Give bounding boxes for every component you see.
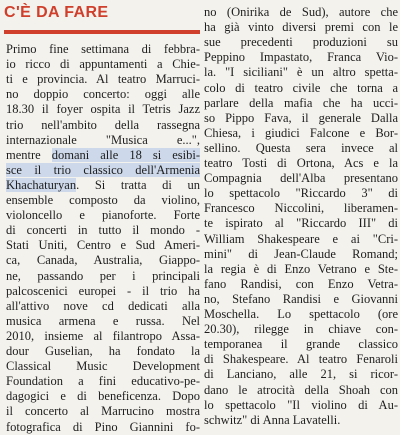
left-column-line: no doppio concerto: oggi alle [6, 87, 200, 102]
left-column-line: musica armena e russa. Nel [6, 313, 200, 328]
left-column-line: all'attivo nove cd dedicati alla [6, 298, 200, 313]
left-column-line [6, 163, 200, 178]
right-column-line: dano le atrocità della Shoah con [204, 382, 398, 397]
right-column-line: di Lanciano, alle 21, si ricor- [204, 367, 398, 382]
right-column-line: colo di teatro civile che torna a [204, 80, 398, 95]
left-column-line: dour Guselian, ha fondato la [6, 344, 200, 358]
right-column-line: Moschella. Lo spettacolo (ore [204, 307, 398, 321]
right-column-line: sue precedenti produzioni su [204, 35, 398, 50]
right-column-line: mini" di Jean-Claude Romand; [204, 246, 398, 261]
left-column-line: il concerto al Marrucino mostra [6, 404, 200, 419]
right-column-line: teatro Tosti di Ortona, Acs e la [204, 156, 398, 170]
right-column-line: Peppino Impastato, Franca Vio- [204, 50, 398, 65]
right-column-line: 20.30), rilegge in chiave con- [204, 322, 398, 337]
right-column-line: la. "I siciliani" è un altro spetta- [204, 65, 398, 80]
left-column-line: io ricco di appuntamenti a Chie- [6, 57, 200, 72]
left-column-line: ensemble composto da violino, [6, 193, 200, 207]
left-column-line: ca, Canada, Australia, Giappo- [6, 253, 200, 268]
right-column-line: fano Randisi, con Enzo Vetra- [204, 276, 398, 291]
left-column-line: Stati Uniti, Centro e Sud Ameri- [6, 238, 200, 253]
left-column-line: internazionale "Musica e...", [6, 132, 200, 147]
right-column-line: Francesco Niccolini, liberamen- [204, 201, 398, 216]
left-column-line: ti e provincia. Al teatro Marruci- [6, 72, 200, 87]
section-title: C'È DA FARE [4, 4, 109, 21]
left-column-line: trio nell'ambito della rassegna [6, 117, 200, 132]
highlighted-text: domani alle 18 si esibi- [51, 147, 200, 162]
right-column-line: te ispirato al "Riccardo III" di [204, 216, 398, 231]
right-column-line: lo spettacolo "Riccardo 3" di [204, 186, 398, 201]
right-column-line: sellino. Questa sera invece al [204, 140, 398, 155]
left-column-line: 18.30 il foyer ospita il Tetris Jazz [6, 102, 200, 117]
left-column-line: mentre domani alle 18 si esibi- [6, 147, 200, 162]
right-column-line: Chiesa, i giudici Falcone e Bor- [204, 125, 398, 140]
right-column-line: di Shakespeare. Al teatro Fenaroli [204, 352, 398, 367]
right-column-line: la regia è di Enzo Vetrano e Ste- [204, 261, 398, 276]
left-column-line: Primo fine settimana di febbra- [6, 42, 200, 56]
right-column-line: William Shakespeare e ai "Cri- [204, 231, 398, 246]
right-column-line: no, Stefano Randisi e Giovanni [204, 291, 398, 306]
left-column-line: palcoscenici europei - il trio ha [6, 283, 200, 298]
left-column-line: Classical Music Development [6, 359, 200, 374]
right-column-line: lo spettacolo "Il violino di Au- [204, 397, 398, 412]
right-column-line: no (Onirika de Sud), autore che [204, 5, 398, 19]
highlighted-text: sce il trio classico dell'Armenia [6, 162, 200, 177]
left-column-line: dagogici e di beneficenza. Dopo [6, 389, 200, 404]
left-column-line: ne, passando per i principali [6, 268, 200, 283]
left-column-line: violoncello e pianoforte. Forte [6, 208, 200, 223]
left-column-line: 2010, insieme al filantropo Assa- [6, 328, 200, 343]
right-column-line: schwitz" di Anna Lavatelli. [204, 412, 341, 427]
left-column-line: di concerti in tutto il mondo - [6, 223, 200, 238]
left-column-line: Foundation a fini educativo-pe- [6, 374, 200, 389]
left-column-line: fotografica di Pino Giannini fo- [6, 419, 200, 434]
right-column-line: so Pippo Fava, il generale Dalla [204, 110, 398, 125]
highlighted-text: Khachaturyan [6, 177, 77, 192]
right-column-line: Compagnia dell'Alba presentano [204, 171, 398, 186]
title-underline [4, 30, 200, 34]
left-column-line: Khachaturyan. Si tratta di un [6, 177, 200, 192]
right-column-line: parlare della mafia che ha ucci- [204, 95, 398, 110]
right-column-line: temporanea il grande classico [204, 337, 398, 352]
right-column-line: ha già vinto diversi premi con le [204, 20, 398, 35]
